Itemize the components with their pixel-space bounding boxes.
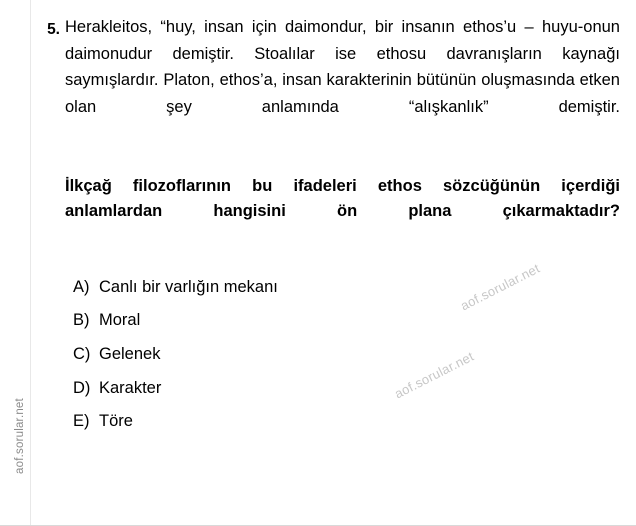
question-page — [30, 0, 636, 526]
choice-b-letter: B) — [73, 311, 90, 330]
choice-d-text: Karakter — [99, 378, 162, 397]
watermark-diagonal-1: aof.sorular.net — [458, 260, 543, 314]
question-stem: Herakleitos, “huy, insan için daimondur, bir insanın ethos’u – huyu-onun daimonudur demiştir. Stoalılar ise ethosu davranışların kaynağı saymışlardır. Platon, ethos’a, insan karakterinin bütünün oluşmasında etken olan şey anlamında “alışkanlık” demiştir. — [65, 18, 620, 117]
choice-d-letter: D) — [73, 378, 91, 397]
question-prompt: İlkçağ filozoflarının bu ifadeleri ethos sözcüğünün içerdiği anlamlardan hangisini ön plana çıkarmaktadır? — [65, 176, 620, 220]
choice-a-letter: A) — [73, 277, 90, 296]
answer-choices — [65, 277, 620, 432]
choice-b[interactable] — [65, 310, 620, 331]
question-number: 5. — [47, 21, 60, 38]
choice-a-text: Canlı bir varlığın mekanı — [99, 277, 278, 296]
watermark-diagonal-2: aof.sorular.net — [392, 348, 477, 402]
choice-c-letter: C) — [73, 345, 91, 364]
choice-b-text: Moral — [99, 311, 141, 330]
watermark-left: aof.sorular.net — [14, 398, 26, 474]
question-body — [65, 14, 620, 445]
choice-e-text: Töre — [99, 412, 133, 431]
choice-d[interactable] — [65, 378, 620, 399]
choice-a[interactable] — [65, 277, 620, 298]
choice-c[interactable] — [65, 344, 620, 365]
choice-e-letter: E) — [73, 412, 90, 431]
choice-e[interactable] — [65, 411, 620, 432]
left-watermark-strip — [0, 0, 31, 526]
choice-c-text: Gelenek — [99, 345, 161, 364]
